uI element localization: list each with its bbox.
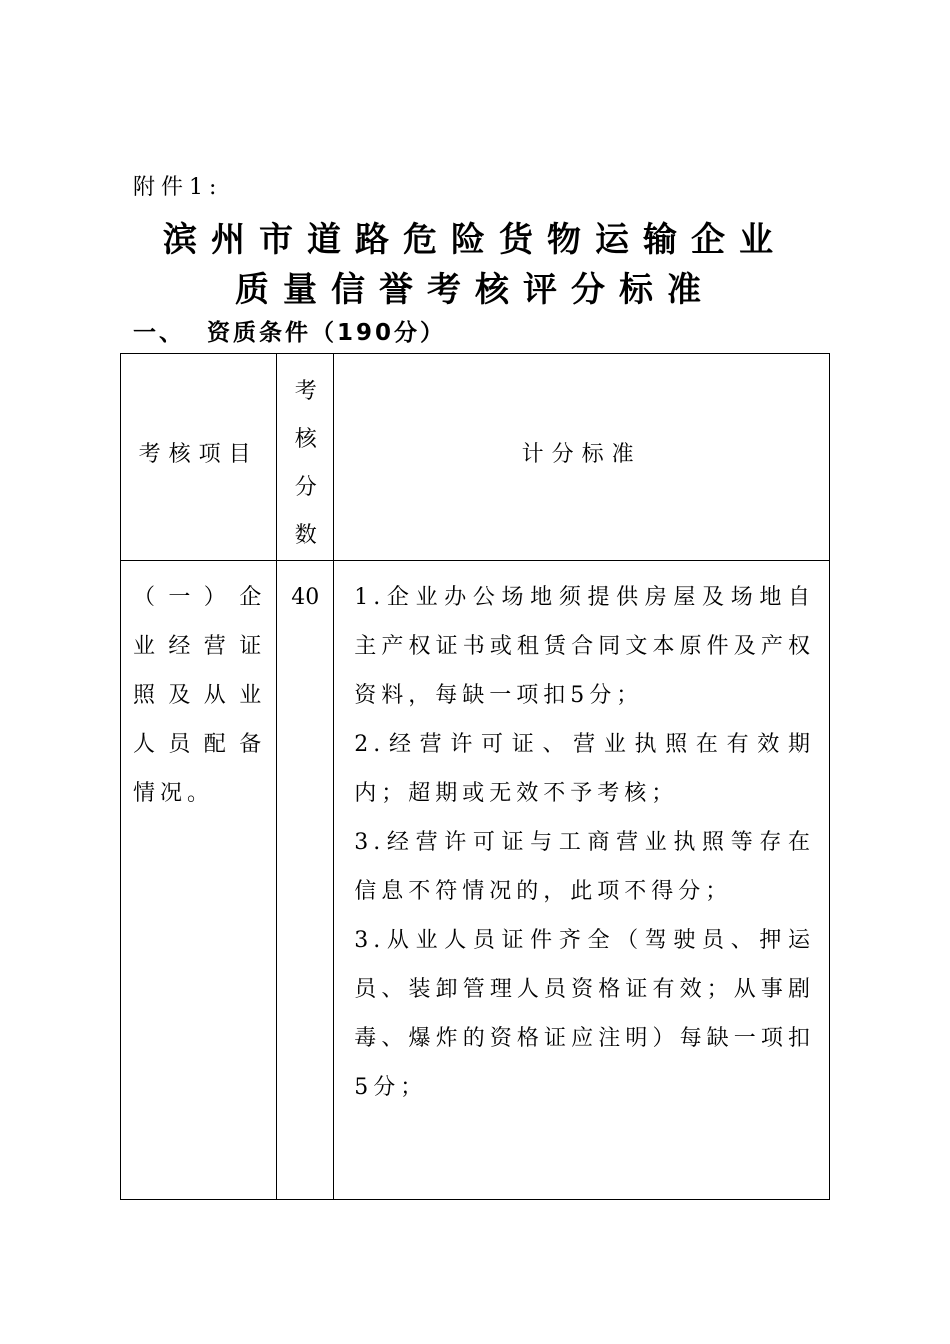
header-score-char: 数: [294, 523, 317, 548]
header-criteria-label: 计分标准: [521, 441, 642, 467]
section-heading: 一、 资质条件（190分）: [133, 320, 447, 346]
header-cell-criteria: [334, 354, 830, 561]
header-cell-item: [121, 354, 277, 561]
item-cell: [121, 561, 277, 1200]
table-row: [121, 561, 830, 1200]
header-score-char: 分: [294, 475, 317, 500]
criteria-item: 2.经营许可证、营业执照在有效期内；超期或无效不予考核；: [354, 732, 815, 806]
header-score-label: [277, 354, 334, 560]
score-cell: [277, 561, 334, 1200]
item-description: （一）企业经营证照及从业人员配备情况。: [133, 585, 267, 806]
document-title-line2: 质量信誉考核评分标准: [235, 270, 715, 310]
header-score-char: 核: [294, 427, 317, 452]
criteria-item: 3.经营许可证与工商营业执照等存在信息不符情况的，此项不得分；: [354, 830, 815, 904]
criteria-item: 1.企业办公场地须提供房屋及场地自主产权证书或租赁合同文本原件及产权资料，每缺一项扣5分；: [354, 585, 815, 708]
criteria-list: [334, 561, 829, 1112]
annex-label: 附件1:: [133, 175, 223, 200]
header-item-label: 考核项目: [138, 441, 259, 467]
criteria-item: 3.从业人员证件齐全（驾驶员、押运员、装卸管理人员资格证有效；从事剧毒、爆炸的资格证应注明）每缺一项扣5分；: [354, 928, 815, 1100]
scoring-table: [120, 353, 830, 1200]
header-score-char: 考: [294, 379, 317, 404]
table-header-row: [121, 354, 830, 561]
score-value: 40: [291, 585, 320, 610]
header-cell-score: [277, 354, 334, 561]
criteria-cell: [334, 561, 830, 1200]
document-title-line1: 滨州市道路危险货物运输企业: [163, 220, 787, 260]
